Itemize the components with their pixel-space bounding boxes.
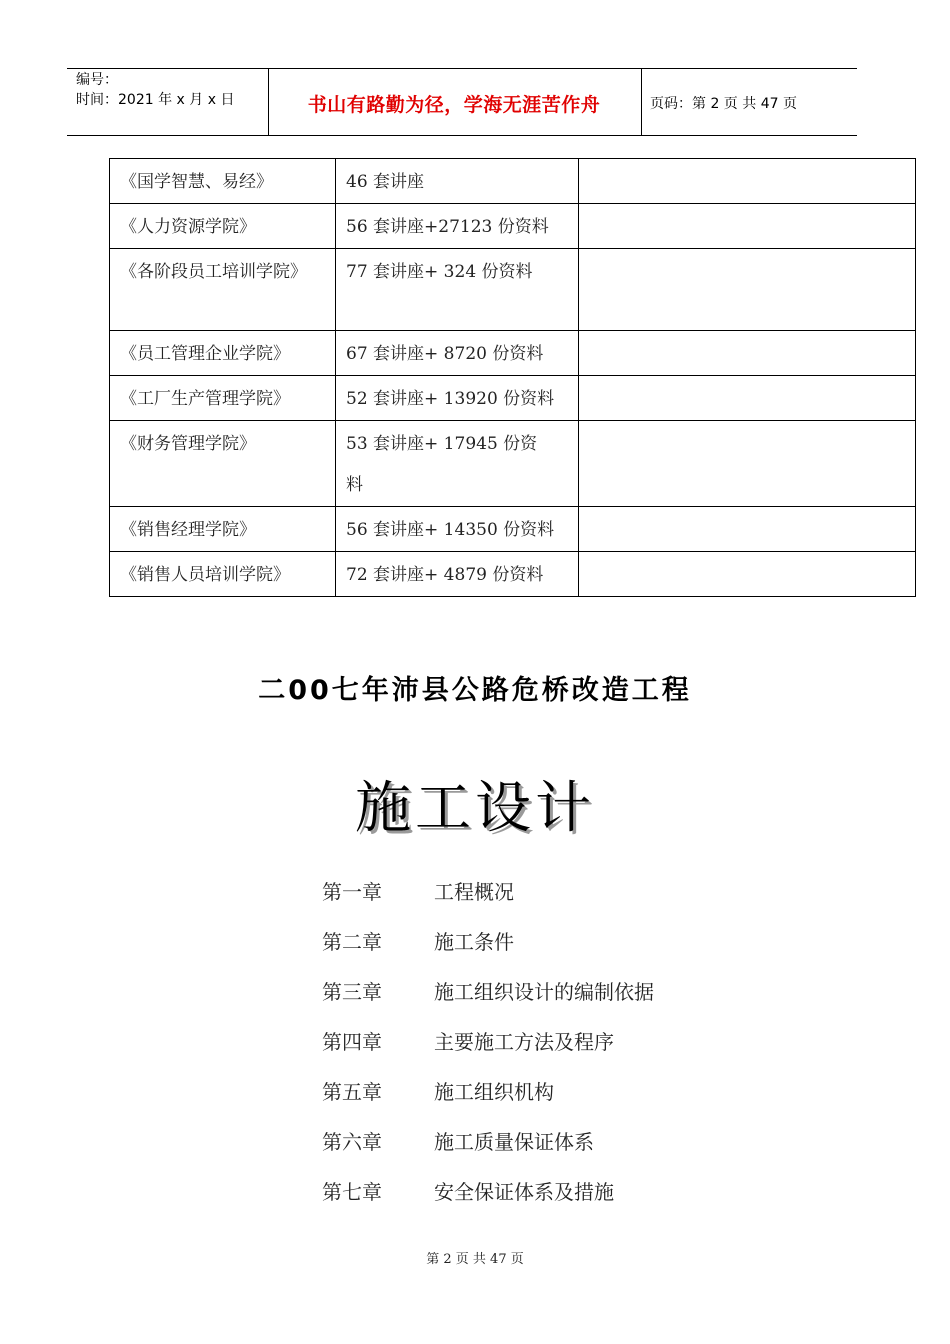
doc-title: 施工设计 — [355, 776, 595, 841]
chapter-title: 施工质量保证体系 — [434, 1130, 594, 1154]
chapter-list — [322, 872, 654, 1222]
table-row — [110, 249, 916, 331]
course-content: 77 套讲座+ 324 份资料 — [336, 249, 579, 331]
course-note — [579, 552, 916, 597]
header-page-number: 页码：第 2 页 共 47 页 — [650, 96, 797, 112]
chapter-title: 施工组织机构 — [434, 1080, 554, 1104]
chapter-number: 第五章 — [322, 1080, 382, 1104]
table-row — [110, 421, 916, 507]
header-divider-2 — [641, 68, 642, 136]
course-name: 《工厂生产管理学院》 — [110, 376, 336, 421]
table-row — [110, 159, 916, 204]
chapter-number: 第七章 — [322, 1180, 382, 1204]
course-content: 67 套讲座+ 8720 份资料 — [336, 331, 579, 376]
doc-time-label: 时间：2021 年 x 月 x 日 — [76, 92, 235, 108]
header-top-rule — [67, 68, 857, 69]
list-item — [322, 872, 654, 922]
course-note — [579, 421, 916, 507]
header-meta — [76, 70, 234, 110]
doc-number-label: 编号： — [76, 72, 118, 88]
course-note — [579, 331, 916, 376]
course-name: 《财务管理学院》 — [110, 421, 336, 507]
chapter-number: 第四章 — [322, 1030, 382, 1054]
chapter-title: 安全保证体系及措施 — [434, 1180, 614, 1204]
course-content: 46 套讲座 — [336, 159, 579, 204]
list-item — [322, 922, 654, 972]
course-note — [579, 159, 916, 204]
list-item — [322, 1172, 654, 1222]
course-content: 56 套讲座+27123 份资料 — [336, 204, 579, 249]
course-content: 53 套讲座+ 17945 份资料 — [336, 421, 579, 507]
course-name: 《各阶段员工培训学院》 — [110, 249, 336, 331]
chapter-number: 第六章 — [322, 1130, 382, 1154]
course-table — [109, 158, 916, 597]
course-note — [579, 507, 916, 552]
chapter-title: 主要施工方法及程序 — [434, 1030, 614, 1054]
course-note — [579, 376, 916, 421]
header-bottom-rule — [67, 135, 857, 136]
course-content: 72 套讲座+ 4879 份资料 — [336, 552, 579, 597]
table-row — [110, 204, 916, 249]
course-content: 56 套讲座+ 14350 份资料 — [336, 507, 579, 552]
list-item — [322, 1072, 654, 1122]
course-note — [579, 204, 916, 249]
chapter-title: 施工条件 — [434, 930, 514, 954]
header-motto: 书山有路勤为径，学海无涯苦作舟 — [307, 94, 601, 116]
course-name: 《销售经理学院》 — [110, 507, 336, 552]
chapter-title: 施工组织设计的编制依据 — [434, 980, 654, 1004]
chapter-number: 第二章 — [322, 930, 382, 954]
page-footer: 第 2 页 共 47 页 — [426, 1252, 524, 1267]
chapter-number: 第三章 — [322, 980, 382, 1004]
course-name: 《人力资源学院》 — [110, 204, 336, 249]
table-row — [110, 552, 916, 597]
course-name: 《销售人员培训学院》 — [110, 552, 336, 597]
list-item — [322, 1122, 654, 1172]
course-note — [579, 249, 916, 331]
table-row — [110, 331, 916, 376]
chapter-title: 工程概况 — [434, 880, 514, 904]
course-name: 《国学智慧、易经》 — [110, 159, 336, 204]
list-item — [322, 972, 654, 1022]
project-title: 二00七年沛县公路危桥改造工程 — [258, 675, 692, 706]
table-row — [110, 507, 916, 552]
table-row — [110, 376, 916, 421]
course-name: 《员工管理企业学院》 — [110, 331, 336, 376]
list-item — [322, 1022, 654, 1072]
course-content: 52 套讲座+ 13920 份资料 — [336, 376, 579, 421]
chapter-number: 第一章 — [322, 880, 382, 904]
